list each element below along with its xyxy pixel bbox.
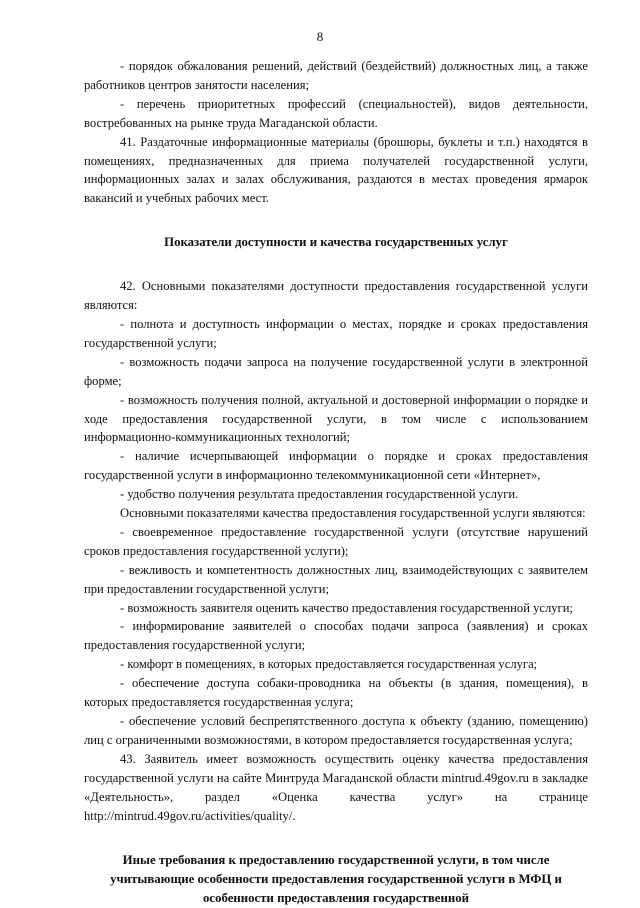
- paragraph-43-text: 43. Заявитель имеет возможность осуществить оценку качества предоставления государственной услуги на сайте Минтруда Магаданской области mintrud.49gov.ru в закладке «Деятельность», раздел «Оценка качества услуг» на странице: [84, 751, 588, 804]
- list-item: - комфорт в помещениях, в которых предоставляется государственная услуга;: [120, 657, 538, 672]
- quality-page-link[interactable]: http://mintrud.49gov.ru/activities/quality/.: [84, 808, 296, 823]
- section-heading: Показатели доступности и качества государственных услуг: [164, 235, 508, 250]
- paragraph: - порядок обжалования решений, действий (бездействий) должностных лиц, а также работников центров занятости населения;: [84, 59, 588, 92]
- list-item: - обеспечение доступа собаки-проводника на объекты (в здания, помещения), в которых предоставляется государственная услуга;: [84, 676, 588, 710]
- list-item: - удобство получения результата предоставления государственной услуги.: [120, 487, 519, 502]
- paragraph: 41. Раздаточные информационные материалы (брошюры, буклеты и т.п.) находятся в помещениях, предназначенных для приема получателей государственной услуги, информационных залах и залах обслуживания, раздаются в местах проведения ярмарок вакансий и учебных рабочих мест.: [84, 134, 588, 206]
- paragraph: 42. Основными показателями доступности предоставления государственной услуги являются:: [84, 279, 588, 313]
- document-body: [84, 57, 588, 908]
- list-item: - наличие исчерпывающей информации о порядке и сроках предоставления государственной услуги в информационно телекоммуникационной сети «Интернет»,: [84, 449, 588, 483]
- paragraph-43: [84, 750, 588, 826]
- list-item: - полнота и доступность информации о местах, порядке и сроках предоставления государственной услуги;: [84, 316, 588, 350]
- page-number: 8: [316, 29, 324, 44]
- list-item: - информирование заявителей о способах подачи запроса (заявления) и сроках предоставления государственной услуги;: [84, 619, 588, 653]
- paragraph: - перечень приоритетных профессий (специальностей), видов деятельности, востребованных на рынке труда Магаданской области.: [84, 96, 588, 130]
- list-item: - своевременное предоставление государственной услуги (отсутствие нарушений сроков предоставления государственной услуги);: [84, 524, 588, 558]
- list-item: - возможность получения полной, актуальной и достоверной информации о порядке и ходе предоставления государственной услуги, в том числе с использованием информационно-коммуникационных технологий;: [84, 392, 588, 445]
- list-item: - возможность заявителя оценить качество предоставления государственной услуги;: [120, 600, 573, 615]
- list-item: - вежливость и компетентность должностных лиц, взаимодействующих с заявителем при предоставлении государственной услуги;: [84, 562, 588, 596]
- list-item: - обеспечение условий беспрепятственного доступа к объекту (зданию, помещению) лиц с ограниченными возможностями, в котором предоставляется государственная услуга;: [84, 714, 588, 747]
- list-item: - возможность подачи запроса на получение государственной услуги в электронной форме;: [84, 354, 588, 388]
- paragraph: Основными показателями качества предоставления государственной услуги являются:: [120, 506, 586, 521]
- section-heading: Иные требования к предоставлению государственной услуги, в том числе учитывающие особенности предоставления государственной услуги в МФЦ и особенности предоставления государственной: [110, 853, 562, 906]
